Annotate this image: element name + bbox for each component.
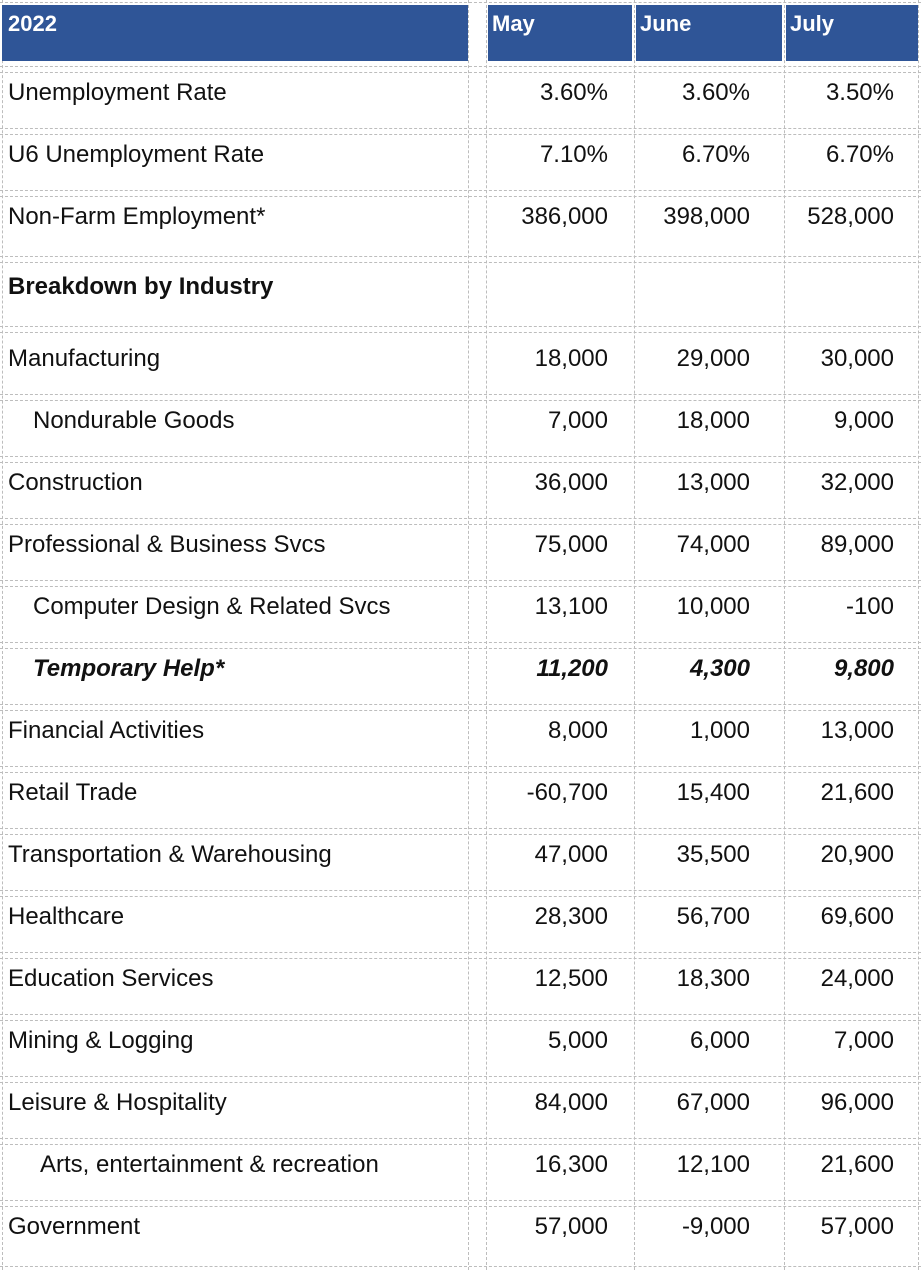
cell-may: 84,000: [534, 1089, 608, 1116]
grid-line: [0, 958, 921, 959]
cell-may: 7.10%: [539, 141, 608, 168]
cell-may: 36,000: [534, 469, 608, 496]
row-construction: [0, 454, 921, 516]
grid-line: [0, 462, 921, 463]
grid-line: [0, 704, 921, 705]
grid-line: [0, 834, 921, 835]
cell-june: 1,000: [689, 717, 750, 744]
cell-july: 6.70%: [825, 141, 894, 168]
grid-line: [0, 262, 921, 263]
grid-line: [0, 518, 921, 519]
row-unemployment-rate: [0, 64, 921, 126]
grid-line: [0, 648, 921, 649]
row-label: Arts, entertainment & recreation: [40, 1151, 379, 1178]
grid-line: [0, 1200, 921, 1201]
row-transportation: [0, 826, 921, 888]
row-label: Nondurable Goods: [33, 407, 235, 434]
grid-line: [0, 1266, 921, 1267]
cell-may: 3.60%: [539, 79, 608, 106]
cell-july: 528,000: [807, 203, 894, 230]
cell-june: 398,000: [663, 203, 750, 230]
row-computer-design: [0, 578, 921, 640]
header-may: May: [492, 11, 535, 36]
grid-line: [0, 766, 921, 767]
cell-june: 56,700: [676, 903, 750, 930]
grid-line: [0, 326, 921, 327]
grid-line: [0, 128, 921, 129]
header-june: June: [640, 11, 692, 36]
cell-july: 9,000: [833, 407, 894, 434]
row-breakdown-heading: [0, 258, 921, 320]
cell-may: 7,000: [547, 407, 608, 434]
cell-june: 6.70%: [681, 141, 750, 168]
row-label: Non-Farm Employment*: [8, 203, 266, 230]
row-education-services: [0, 950, 921, 1012]
grid-line: [0, 1014, 921, 1015]
row-label: Retail Trade: [8, 779, 138, 806]
cell-july: 7,000: [833, 1027, 894, 1054]
row-label: Mining & Logging: [8, 1027, 194, 1054]
cell-june: 74,000: [676, 531, 750, 558]
row-arts-entertainment: [0, 1136, 921, 1198]
grid-line: [0, 896, 921, 897]
cell-july: 20,900: [820, 841, 894, 868]
grid-line: [0, 196, 921, 197]
grid-line: [0, 1144, 921, 1145]
cell-july: 3.50%: [825, 79, 894, 106]
cell-june: 4,300: [689, 655, 750, 682]
cell-may: 13,100: [534, 593, 608, 620]
grid-line: [0, 772, 921, 773]
cell-july: 24,000: [820, 965, 894, 992]
grid-line: [0, 394, 921, 395]
grid-line: [0, 642, 921, 643]
grid-line: [0, 952, 921, 953]
cell-july: 30,000: [820, 345, 894, 372]
cell-may: -60,700: [526, 779, 608, 806]
header-july: July: [790, 11, 835, 36]
grid-line: [0, 1076, 921, 1077]
row-label: Leisure & Hospitality: [8, 1089, 227, 1116]
grid-line: [0, 332, 921, 333]
cell-may: 11,200: [536, 655, 608, 682]
header-year: 2022: [8, 11, 57, 36]
row-label: Government: [8, 1213, 141, 1240]
cell-may: 57,000: [534, 1213, 608, 1240]
cell-july: 69,600: [820, 903, 894, 930]
row-label: Financial Activities: [8, 717, 205, 744]
cell-may: 12,500: [534, 965, 608, 992]
row-government: [0, 1198, 921, 1260]
row-label: Unemployment Rate: [8, 79, 227, 106]
grid-line: [0, 2, 921, 3]
row-label: Construction: [8, 469, 143, 496]
grid-line: [0, 524, 921, 525]
grid-line: [0, 1206, 921, 1207]
cell-may: 5,000: [547, 1027, 608, 1054]
cell-may: 8,000: [547, 717, 608, 744]
grid-line: [0, 1082, 921, 1083]
row-healthcare: [0, 888, 921, 950]
grid-line: [0, 456, 921, 457]
cell-june: 29,000: [676, 345, 750, 372]
cell-july: -100: [845, 593, 894, 620]
row-manufacturing: [0, 330, 921, 392]
cell-may: 16,300: [534, 1151, 608, 1178]
row-label: Manufacturing: [8, 345, 161, 372]
row-label: Transportation & Warehousing: [8, 841, 332, 868]
row-professional-business: [0, 516, 921, 578]
row-label: Education Services: [8, 965, 214, 992]
cell-june: 15,400: [676, 779, 750, 806]
grid-line: [0, 580, 921, 581]
cell-july: 89,000: [820, 531, 894, 558]
grid-line: [0, 400, 921, 401]
cell-june: 18,000: [676, 407, 750, 434]
cell-may: 47,000: [534, 841, 608, 868]
cell-june: 13,000: [676, 469, 750, 496]
row-label: Healthcare: [8, 903, 125, 930]
section-heading: Breakdown by Industry: [8, 273, 274, 300]
row-temporary-help: [0, 640, 921, 702]
cell-june: 67,000: [676, 1089, 750, 1116]
row-label: Professional & Business Svcs: [8, 531, 326, 558]
grid-line: [0, 1020, 921, 1021]
row-mining-logging: [0, 1012, 921, 1074]
cell-july: 21,600: [820, 779, 894, 806]
cell-may: 386,000: [521, 203, 608, 230]
row-non-farm-employment: [0, 188, 921, 250]
cell-july: 32,000: [820, 469, 894, 496]
grid-line: [0, 586, 921, 587]
cell-july: 21,600: [820, 1151, 894, 1178]
cell-june: 35,500: [676, 841, 750, 868]
cell-june: 18,300: [676, 965, 750, 992]
row-label: U6 Unemployment Rate: [8, 141, 265, 168]
cell-may: 28,300: [534, 903, 608, 930]
cell-july: 9,800: [833, 655, 894, 682]
cell-june: 3.60%: [681, 79, 750, 106]
row-label: Temporary Help*: [33, 655, 225, 682]
cell-may: 18,000: [534, 345, 608, 372]
grid-line: [0, 134, 921, 135]
row-retail-trade: [0, 764, 921, 826]
cell-june: 6,000: [689, 1027, 750, 1054]
grid-line: [0, 190, 921, 191]
cell-may: 75,000: [534, 531, 608, 558]
row-financial-activities: [0, 702, 921, 764]
cell-july: 13,000: [820, 717, 894, 744]
cell-july: 57,000: [820, 1213, 894, 1240]
cell-june: 10,000: [676, 593, 750, 620]
grid-line: [0, 1138, 921, 1139]
grid-line: [0, 828, 921, 829]
cell-june: 12,100: [676, 1151, 750, 1178]
grid-line: [0, 710, 921, 711]
row-leisure-hospitality: [0, 1074, 921, 1136]
header-year-cell: [2, 5, 468, 61]
cell-july: 96,000: [820, 1089, 894, 1116]
row-nondurable-goods: [0, 392, 921, 454]
grid-line: [0, 256, 921, 257]
grid-line: [0, 66, 921, 67]
grid-line: [0, 890, 921, 891]
cell-june: -9,000: [681, 1213, 750, 1240]
row-u6-unemployment-rate: [0, 126, 921, 188]
row-label: Computer Design & Related Svcs: [33, 593, 391, 620]
grid-line: [0, 72, 921, 73]
